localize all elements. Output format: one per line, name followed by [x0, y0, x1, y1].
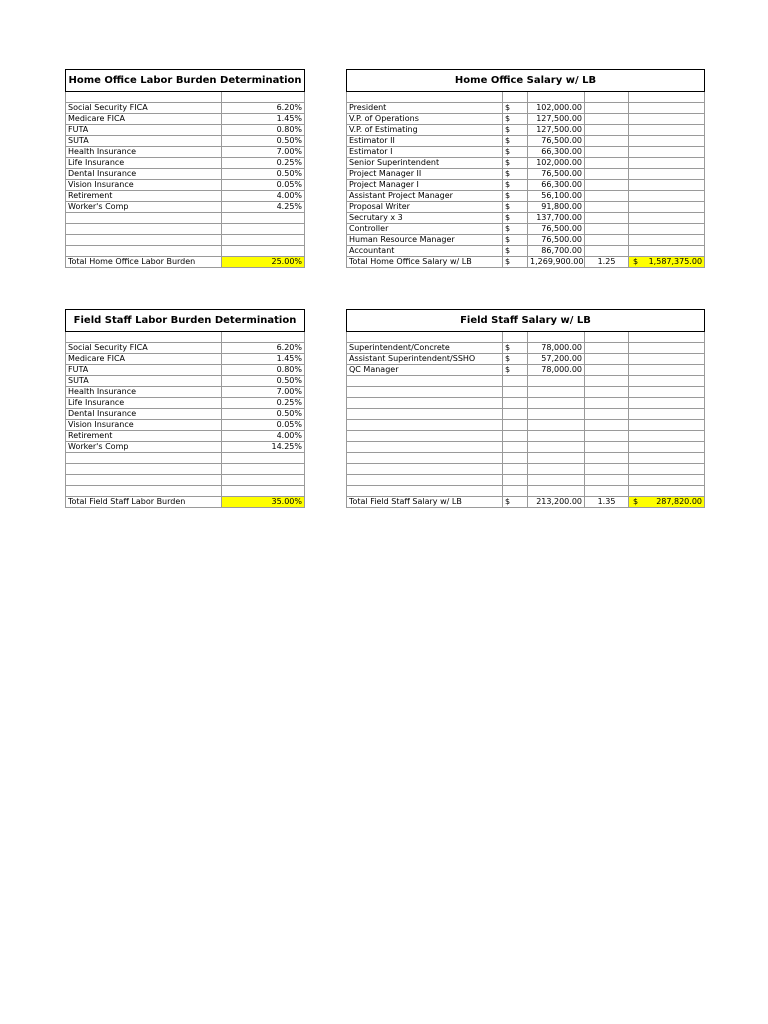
table-row [66, 191, 305, 202]
currency-symbol[interactable]: $ [503, 213, 528, 224]
row-label[interactable]: Life Insurance [66, 398, 222, 409]
row-label[interactable]: Vision Insurance [66, 180, 222, 191]
row-label[interactable]: Senior Superintendent [347, 158, 503, 169]
table-row [347, 158, 705, 169]
table-row [66, 409, 305, 420]
total-row [66, 497, 305, 508]
currency-symbol[interactable]: $ [503, 180, 528, 191]
row-amount[interactable]: 102,000.00 [528, 158, 585, 169]
row-value[interactable]: 4.25% [222, 202, 305, 213]
currency-symbol[interactable]: $ [503, 257, 528, 268]
table-row [66, 103, 305, 114]
row-value[interactable]: 1.45% [222, 354, 305, 365]
currency-symbol[interactable]: $ [503, 125, 528, 136]
row-label[interactable]: Assistant Superintendent/SSHO [347, 354, 503, 365]
row-label[interactable]: SUTA [66, 136, 222, 147]
table-row [66, 431, 305, 442]
row-label[interactable]: President [347, 103, 503, 114]
row-value[interactable]: 4.00% [222, 191, 305, 202]
row-label[interactable]: Dental Insurance [66, 409, 222, 420]
table-row [347, 235, 705, 246]
empty-row [347, 420, 705, 431]
table-row [347, 202, 705, 213]
total-amount[interactable]: 1,269,900.00 [528, 257, 585, 268]
table-row [347, 114, 705, 125]
row-value[interactable]: 7.00% [222, 387, 305, 398]
field-staff-burden-table [65, 309, 305, 508]
empty-row [347, 387, 705, 398]
table-row [347, 103, 705, 114]
table-row [347, 224, 705, 235]
table-row [347, 125, 705, 136]
table-row [66, 169, 305, 180]
row-value[interactable]: 1.45% [222, 114, 305, 125]
empty-row [347, 376, 705, 387]
row-label[interactable]: Medicare FICA [66, 114, 222, 125]
currency-symbol[interactable]: $ [503, 136, 528, 147]
table-row [66, 365, 305, 376]
multiplier[interactable]: 1.35 [585, 497, 629, 508]
row-label[interactable]: Project Manager II [347, 169, 503, 180]
currency-symbol[interactable]: $ [503, 365, 528, 376]
empty-row [347, 409, 705, 420]
currency-symbol[interactable]: $ [503, 354, 528, 365]
table-row [66, 180, 305, 191]
currency-symbol[interactable]: $ [503, 147, 528, 158]
table-row [347, 343, 705, 354]
row-label[interactable]: Secrutary x 3 [347, 213, 503, 224]
total-label[interactable]: Total Field Staff Salary w/ LB [347, 497, 503, 508]
empty-row [66, 213, 305, 224]
row-label[interactable]: Retirement [66, 191, 222, 202]
total-burden-value[interactable]: 35.00% [222, 497, 305, 508]
row-amount[interactable]: 66,300.00 [528, 147, 585, 158]
table-row [347, 354, 705, 365]
field-staff-burden-title: Field Staff Labor Burden Determination [66, 310, 305, 332]
table-row [66, 376, 305, 387]
currency-symbol[interactable]: $ [503, 114, 528, 125]
row-amount[interactable]: 86,700.00 [528, 246, 585, 257]
table-row [66, 125, 305, 136]
row-label[interactable]: Retirement [66, 431, 222, 442]
table-row [347, 169, 705, 180]
empty-row [347, 442, 705, 453]
row-value[interactable]: 0.80% [222, 125, 305, 136]
row-label[interactable]: Social Security FICA [66, 343, 222, 354]
row-amount[interactable]: 91,800.00 [528, 202, 585, 213]
total-label[interactable]: Total Home Office Labor Burden [66, 257, 222, 268]
currency-symbol[interactable]: $ [503, 224, 528, 235]
row-value[interactable]: 0.25% [222, 158, 305, 169]
row-value[interactable]: 0.80% [222, 365, 305, 376]
table-row [347, 246, 705, 257]
table-row [66, 442, 305, 453]
empty-row [347, 431, 705, 442]
row-amount[interactable]: 76,500.00 [528, 169, 585, 180]
row-label[interactable]: Assistant Project Manager [347, 191, 503, 202]
row-label[interactable]: Proposal Writer [347, 202, 503, 213]
currency-symbol[interactable]: $ [503, 169, 528, 180]
table-row [66, 114, 305, 125]
empty-row [66, 486, 305, 497]
row-label[interactable]: V.P. of Operations [347, 114, 503, 125]
currency-symbol[interactable]: $ [503, 202, 528, 213]
row-value[interactable]: 6.20% [222, 103, 305, 114]
row-label[interactable]: Health Insurance [66, 387, 222, 398]
row-amount[interactable]: 76,500.00 [528, 235, 585, 246]
row-amount[interactable]: 78,000.00 [528, 365, 585, 376]
row-amount[interactable]: 56,100.00 [528, 191, 585, 202]
table-row [66, 158, 305, 169]
total-row [66, 257, 305, 268]
home-office-burden-title: Home Office Labor Burden Determination [66, 70, 305, 92]
currency-symbol[interactable]: $ [503, 191, 528, 202]
row-label[interactable]: Worker's Comp [66, 202, 222, 213]
table-row [347, 191, 705, 202]
row-amount[interactable]: 76,500.00 [528, 224, 585, 235]
row-label[interactable]: Vision Insurance [66, 420, 222, 431]
row-amount[interactable]: 76,500.00 [528, 136, 585, 147]
result-amount: 1,587,375.00 [648, 257, 703, 266]
row-value[interactable]: 14.25% [222, 442, 305, 453]
row-amount[interactable]: 137,700.00 [528, 213, 585, 224]
total-amount[interactable]: 213,200.00 [528, 497, 585, 508]
row-label[interactable]: Health Insurance [66, 147, 222, 158]
row-label[interactable]: Project Manager I [347, 180, 503, 191]
table-row [347, 147, 705, 158]
row-label[interactable]: Human Resource Manager [347, 235, 503, 246]
row-label[interactable]: Life Insurance [66, 158, 222, 169]
total-row [347, 497, 705, 508]
table-row [347, 136, 705, 147]
row-label[interactable]: Estimator I [347, 147, 503, 158]
currency-symbol[interactable]: $ [503, 343, 528, 354]
empty-row [66, 464, 305, 475]
empty-row [347, 486, 705, 497]
row-value[interactable]: 6.20% [222, 343, 305, 354]
empty-row [347, 475, 705, 486]
table-row [347, 213, 705, 224]
field-staff-salary-table [346, 309, 705, 508]
row-label[interactable]: Medicare FICA [66, 354, 222, 365]
row-label[interactable]: Superintendent/Concrete [347, 343, 503, 354]
row-label[interactable]: Estimator II [347, 136, 503, 147]
row-amount[interactable]: 127,500.00 [528, 114, 585, 125]
row-amount[interactable]: 57,200.00 [528, 354, 585, 365]
empty-row [66, 453, 305, 464]
currency-symbol: $ [633, 497, 639, 506]
table-row [66, 387, 305, 398]
currency-symbol[interactable]: $ [503, 158, 528, 169]
currency-symbol[interactable]: $ [503, 246, 528, 257]
table-row [66, 420, 305, 431]
total-burden-value[interactable]: 25.00% [222, 257, 305, 268]
row-label[interactable]: Accountant [347, 246, 503, 257]
row-label[interactable]: FUTA [66, 125, 222, 136]
total-label[interactable]: Total Field Staff Labor Burden [66, 497, 222, 508]
total-label[interactable]: Total Home Office Salary w/ LB [347, 257, 503, 268]
row-value[interactable]: 0.50% [222, 136, 305, 147]
row-value[interactable]: 0.05% [222, 420, 305, 431]
empty-row [66, 246, 305, 257]
empty-row [347, 453, 705, 464]
table-row [347, 365, 705, 376]
empty-row [66, 224, 305, 235]
row-label[interactable]: FUTA [66, 365, 222, 376]
row-label[interactable]: QC Manager [347, 365, 503, 376]
multiplier[interactable]: 1.25 [585, 257, 629, 268]
table-row [66, 202, 305, 213]
currency-symbol: $ [633, 257, 639, 266]
row-label[interactable]: Social Security FICA [66, 103, 222, 114]
salary-with-lb-result[interactable] [629, 257, 705, 268]
result-amount: 287,820.00 [656, 497, 702, 506]
row-value[interactable]: 0.50% [222, 376, 305, 387]
empty-row [347, 464, 705, 475]
table-row [66, 354, 305, 365]
row-label[interactable]: SUTA [66, 376, 222, 387]
row-amount[interactable]: 127,500.00 [528, 125, 585, 136]
field-staff-salary-title: Field Staff Salary w/ LB [347, 310, 705, 332]
row-value[interactable]: 7.00% [222, 147, 305, 158]
row-value[interactable]: 0.50% [222, 169, 305, 180]
currency-symbol[interactable]: $ [503, 103, 528, 114]
salary-with-lb-result[interactable] [629, 497, 705, 508]
table-row [66, 136, 305, 147]
empty-row [347, 398, 705, 409]
row-label[interactable]: Dental Insurance [66, 169, 222, 180]
row-value[interactable]: 0.25% [222, 398, 305, 409]
row-amount[interactable]: 102,000.00 [528, 103, 585, 114]
table-row [66, 147, 305, 158]
row-value[interactable]: 4.00% [222, 431, 305, 442]
home-office-salary-table [346, 69, 705, 268]
home-office-burden-table [65, 69, 305, 268]
currency-symbol[interactable]: $ [503, 235, 528, 246]
row-amount[interactable]: 66,300.00 [528, 180, 585, 191]
currency-symbol[interactable]: $ [503, 497, 528, 508]
row-label[interactable]: V.P. of Estimating [347, 125, 503, 136]
row-amount[interactable]: 78,000.00 [528, 343, 585, 354]
row-label[interactable]: Worker's Comp [66, 442, 222, 453]
row-label[interactable]: Controller [347, 224, 503, 235]
table-row [66, 343, 305, 354]
home-office-salary-title: Home Office Salary w/ LB [347, 70, 705, 92]
empty-row [66, 235, 305, 246]
row-value[interactable]: 0.50% [222, 409, 305, 420]
total-row [347, 257, 705, 268]
table-row [347, 180, 705, 191]
empty-row [66, 475, 305, 486]
row-value[interactable]: 0.05% [222, 180, 305, 191]
table-row [66, 398, 305, 409]
